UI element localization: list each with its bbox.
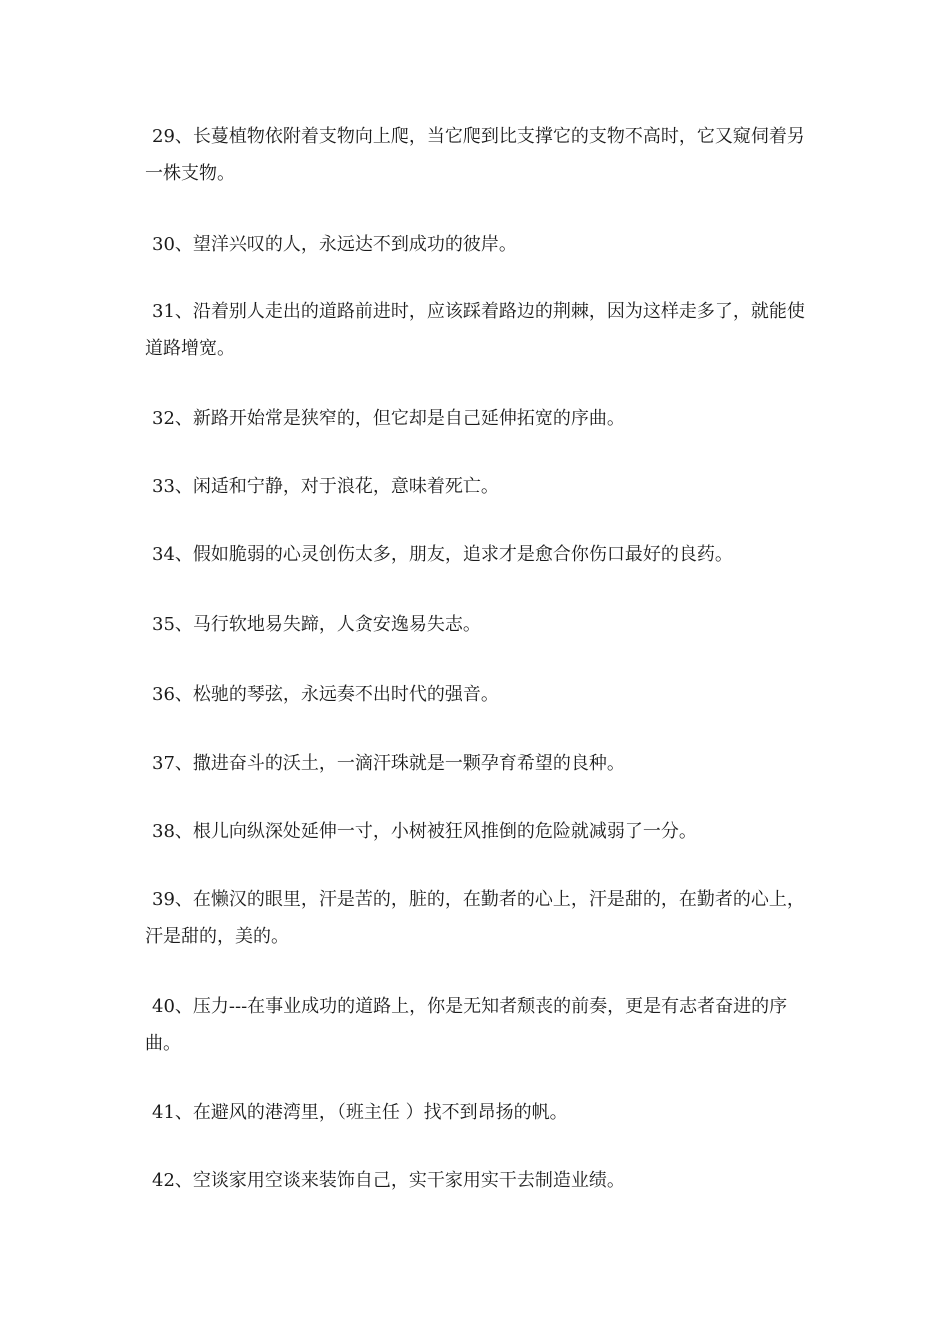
paragraph-35: 35、马行软地易失蹄，人贪安逸易失志。 (152, 614, 481, 635)
paragraph-37: 37、撒进奋斗的沃土，一滴汗珠就是一颗孕育希望的良种。 (152, 753, 625, 774)
paragraph-29: 29、长蔓植物依附着支物向上爬，当它爬到比支撑它的支物不高时，它又窥伺着另一株支物。 (145, 126, 805, 184)
paragraph-40: 40、压力---在事业成功的道路上，你是无知者颓丧的前奏，更是有志者奋进的序曲。 (145, 996, 788, 1054)
paragraph-32: 32、新路开始常是狭窄的，但它却是自己延伸拓宽的序曲。 (152, 408, 625, 429)
paragraph-38: 38、根儿向纵深处延伸一寸，小树被狂风推倒的危险就减弱了一分。 (152, 821, 697, 842)
paragraph-30: 30、望洋兴叹的人，永远达不到成功的彼岸。 (152, 234, 517, 255)
paragraph-33: 33、闲适和宁静，对于浪花，意味着死亡。 (152, 476, 499, 497)
paragraph-31: 31、沿着别人走出的道路前进时，应该踩着路边的荆棘，因为这样走多了，就能使道路增宽。 (145, 301, 805, 359)
paragraph-42: 42、空谈家用空谈来装饰自己，实干家用实干去制造业绩。 (152, 1170, 625, 1191)
paragraph-34: 34、假如脆弱的心灵创伤太多，朋友，追求才是愈合你伤口最好的良药。 (152, 544, 733, 565)
paragraph-36: 36、松驰的琴弦，永远奏不出时代的强音。 (152, 684, 499, 705)
paragraph-39: 39、在懒汉的眼里，汗是苦的，脏的，在勤者的心上，汗是甜的，在勤者的心上，汗是甜的，美的。 (145, 889, 805, 947)
paragraph-41: 41、在避风的港湾里，（班主任 ）找不到昂扬的帆。 (152, 1102, 568, 1123)
